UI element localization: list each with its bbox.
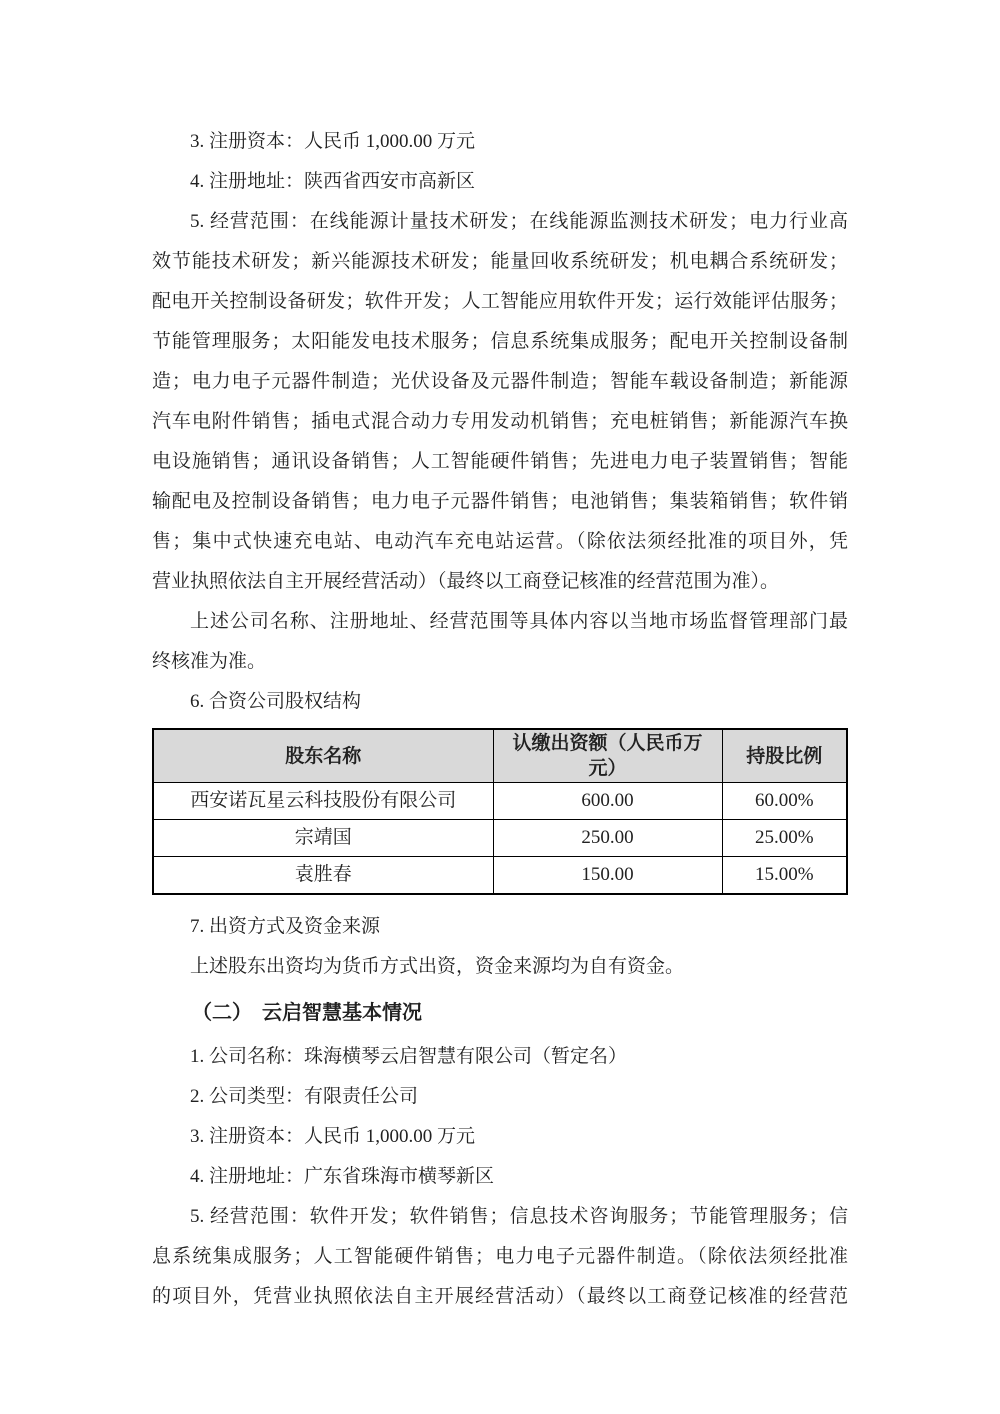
section-heading-yunqi-basic: （二） 云启智慧基本情况 (192, 1002, 422, 1024)
table-header-shareholding-ratio: 持股比例 (722, 729, 847, 783)
text-line-equity-structure-title: 6. 合资公司股权结构 (190, 691, 362, 712)
table-row (153, 820, 847, 857)
shareholding-table (152, 728, 848, 895)
text-line-approval-note: 上述公司名称、注册地址、经营范围等具体内容以当地市场监督管理部门最 (190, 611, 848, 632)
text-line-company-type-2: 2. 公司类型：有限责任公司 (190, 1086, 419, 1107)
table-cell-ratio: 15.00% (722, 857, 847, 895)
text-line: 的项目外，凭营业执照依法自主开展经营活动）（最终以工商登记核准的经营范 (152, 1286, 848, 1307)
text-line: 营业执照依法自主开展经营活动）（最终以工商登记核准的经营范围为准）。 (152, 571, 780, 592)
text-line-approval-note-end: 终核准为准。 (152, 651, 267, 672)
table-cell-shareholder-name: 西安诺瓦星云科技股份有限公司 (153, 783, 493, 820)
table-cell-amount: 250.00 (493, 820, 722, 857)
text-line: 电设施销售；通讯设备销售；人工智能硬件销售；先进电力电子装置销售；智能 (152, 451, 848, 472)
text-line: 造；电力电子元器件制造；光伏设备及元器件制造；智能车载设备制造；新能源 (152, 371, 848, 392)
text-line-registered-address-1: 4. 注册地址：陕西省西安市高新区 (190, 171, 476, 192)
text-line: 输配电及控制设备销售；电力电子元器件销售；电池销售；集装箱销售；软件销 (152, 491, 848, 512)
text-line: 节能管理服务；太阳能发电技术服务；信息系统集成服务；配电开关控制设备制 (152, 331, 848, 352)
table-row (153, 857, 847, 895)
text-line-funding-title: 7. 出资方式及资金来源 (190, 916, 381, 937)
text-line-business-scope-1: 5. 经营范围：在线能源计量技术研发；在线能源监测技术研发；电力行业高 (190, 211, 848, 232)
text-line-company-name-2: 1. 公司名称：珠海横琴云启智慧有限公司（暂定名） (190, 1046, 628, 1067)
table-cell-ratio: 60.00% (722, 783, 847, 820)
text-line-registered-address-2: 4. 注册地址：广东省珠海市横琴新区 (190, 1166, 495, 1187)
table-header-shareholder-name: 股东名称 (153, 729, 493, 783)
text-line-funding-note: 上述股东出资均为货币方式出资，资金来源均为自有资金。 (190, 956, 685, 977)
text-line: 息系统集成服务；人工智能硬件销售；电力电子元器件制造。（除依法须经批准 (152, 1246, 848, 1267)
table-header-subscribed-capital: 认缴出资额（人民币万元） (493, 729, 722, 783)
text-line-business-scope-2: 5. 经营范围：软件开发；软件销售；信息技术咨询服务；节能管理服务；信 (190, 1206, 848, 1227)
table-cell-ratio: 25.00% (722, 820, 847, 857)
text-line: 效节能技术研发；新兴能源技术研发；能量回收系统研发；机电耦合系统研发； (152, 251, 848, 272)
text-line: 售；集中式快速充电站、电动汽车充电站运营。（除依法须经批准的项目外，凭 (152, 531, 848, 552)
table-cell-amount: 150.00 (493, 857, 722, 895)
table-cell-shareholder-name: 袁胜春 (153, 857, 493, 895)
text-line-registered-capital-1: 3. 注册资本：人民币 1,000.00 万元 (190, 131, 476, 152)
text-line-registered-capital-2: 3. 注册资本：人民币 1,000.00 万元 (190, 1126, 476, 1147)
table-header-row (153, 729, 847, 783)
table-cell-shareholder-name: 宗靖国 (153, 820, 493, 857)
table-cell-amount: 600.00 (493, 783, 722, 820)
table-row (153, 783, 847, 820)
text-line: 汽车电附件销售；插电式混合动力专用发动机销售；充电桩销售；新能源汽车换 (152, 411, 848, 432)
text-line: 配电开关控制设备研发；软件开发；人工智能应用软件开发；运行效能评估服务； (152, 291, 848, 312)
